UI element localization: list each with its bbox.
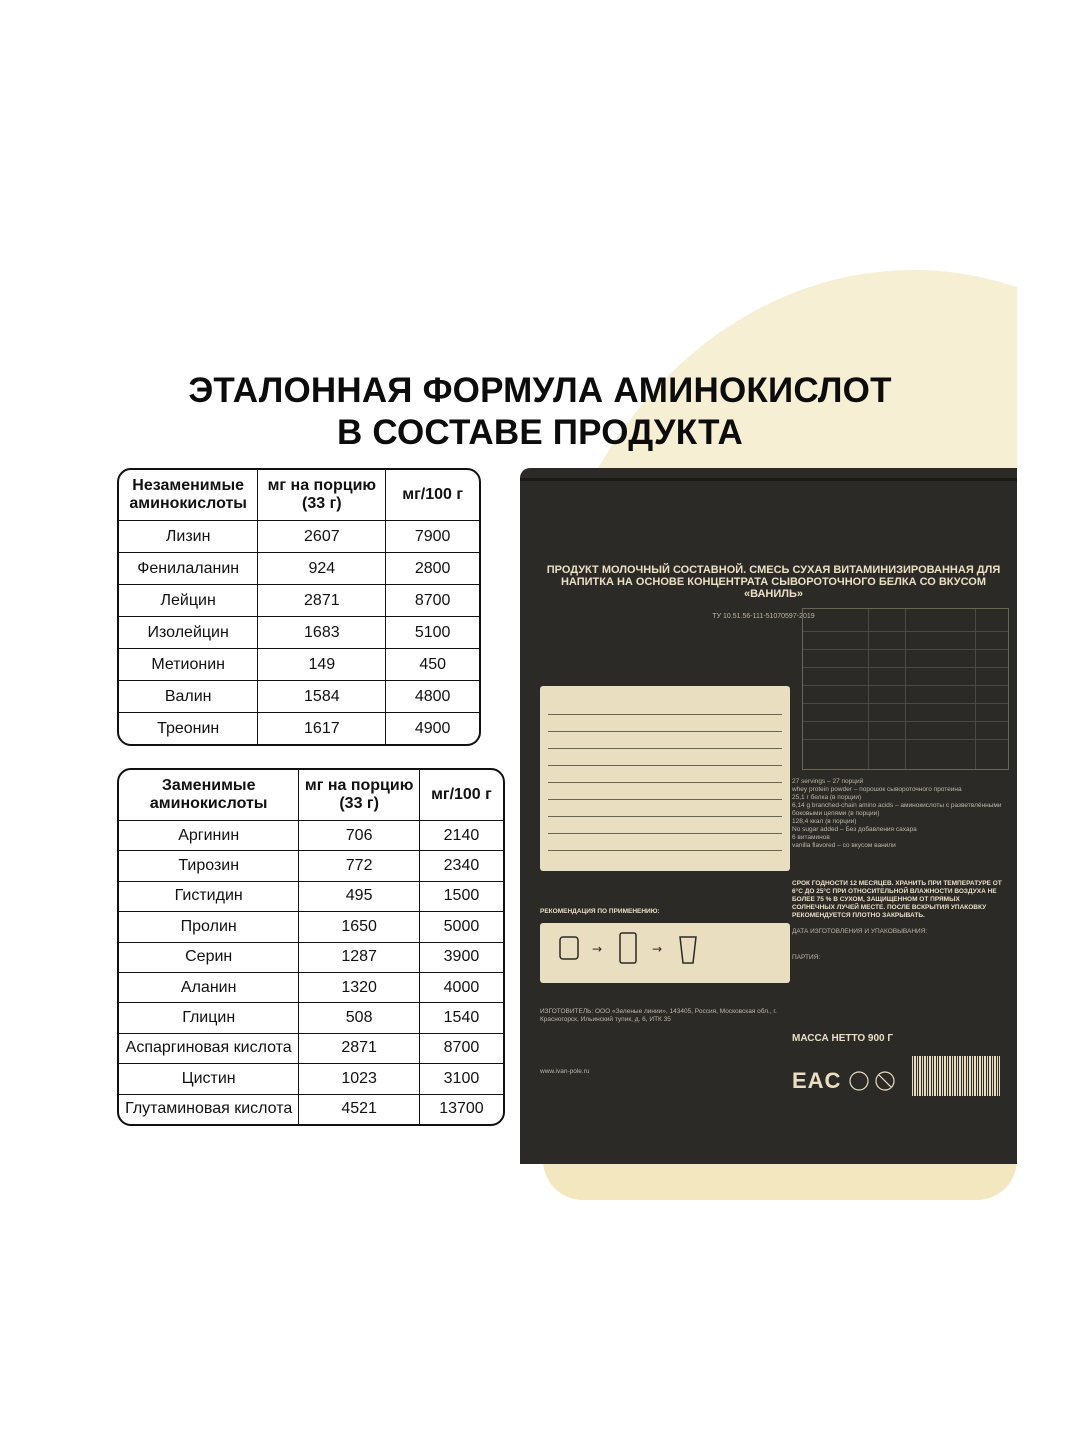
- nutrition-table-image: [540, 686, 790, 871]
- per-100g: 2140: [420, 821, 503, 851]
- per-100g: 7900: [386, 521, 479, 553]
- amino-name: Метионин: [119, 649, 258, 681]
- column-header: Заменимые аминокислоты: [119, 770, 299, 821]
- amino-name: Треонин: [119, 713, 258, 744]
- table-row: [119, 1003, 503, 1033]
- per-serving: 706: [299, 821, 420, 851]
- package-amino-table: [802, 608, 1009, 770]
- package-claims: 27 servings – 27 порций whey protein powder – порошок сывороточного протеина 25,1 г белка (в порции) 6,14 g branched-chain amino acids – аминокислоты с разветвлёнными боковыми цепями (в порции) 128,4 ккал (в порции) No sugar added – Без добавления сахара 6 витаминов vanilla flavored – со вкусом ванили: [792, 778, 1002, 849]
- table-header-row: [119, 770, 503, 821]
- table-row: [119, 585, 479, 617]
- per-serving: 1320: [299, 973, 420, 1003]
- amino-name: Аспаргиновая кислота: [119, 1034, 299, 1064]
- per-serving: 2871: [258, 585, 386, 617]
- table-header-row: [119, 470, 479, 521]
- amino-name: Глутаминовая кислота: [119, 1095, 299, 1124]
- per-serving: 772: [299, 851, 420, 881]
- column-header: мг на порцию (33 г): [258, 470, 386, 521]
- essential-amino-table: [117, 468, 481, 746]
- per-100g: 3900: [420, 943, 503, 973]
- barcode: [912, 1056, 1000, 1096]
- per-serving: 1650: [299, 912, 420, 942]
- per-100g: 450: [386, 649, 479, 681]
- per-100g: 5100: [386, 617, 479, 649]
- table-row: [119, 617, 479, 649]
- per-serving: 508: [299, 1003, 420, 1033]
- table-row: [119, 973, 503, 1003]
- per-serving: 1287: [299, 943, 420, 973]
- recycle-icon: [848, 1070, 898, 1092]
- amino-name: Пролин: [119, 912, 299, 942]
- package-heading: ПРОДУКТ МОЛОЧНЫЙ СОСТАВНОЙ. СМЕСЬ СУХАЯ ВИТАМИНИЗИРОВАННАЯ ДЛЯ НАПИТКА НА ОСНОВЕ КОНЦЕНТРАТА СЫВОРОТОЧНОГО БЕЛКА СО ВКУСОМ «ВАНИЛЬ»: [546, 564, 1001, 600]
- eac-mark: EAC: [792, 1068, 842, 1093]
- per-serving: 924: [258, 553, 386, 585]
- package-recommend-title: РЕКОМЕНДАЦИЯ ПО ПРИМЕНЕНИЮ:: [540, 908, 660, 915]
- per-serving: 495: [299, 882, 420, 912]
- per-serving: 1617: [258, 713, 386, 744]
- title-line-1: ЭТАЛОННАЯ ФОРМУЛА АМИНОКИСЛОТ: [188, 371, 892, 410]
- per-serving: 149: [258, 649, 386, 681]
- amino-name: Аланин: [119, 973, 299, 1003]
- column-header: мг на порцию (33 г): [299, 770, 420, 821]
- per-100g: 13700: [439, 1100, 484, 1118]
- table-row: [119, 943, 503, 973]
- per-100g: 2340: [420, 851, 503, 881]
- table-row: [119, 912, 503, 942]
- product-card: [63, 270, 1017, 1224]
- page-title: [63, 370, 1017, 454]
- amino-name: Лейцин: [119, 585, 258, 617]
- package-storage: СРОК ГОДНОСТИ 12 МЕСЯЦЕВ. ХРАНИТЬ ПРИ ТЕМПЕРАТУРЕ ОТ 6°С ДО 25°С ПРИ ОТНОСИТЕЛЬНОЙ ВЛАЖНОСТИ ВОЗДУХА НЕ БОЛЕЕ 75 % В СУХОМ, ЗАЩИЩЕННОМ ОТ ПРЯМЫХ СОЛНЕЧНЫХ ЛУЧЕЙ МЕСТЕ. ПОСЛЕ ВСКРЫТИЯ УПАКОВКУ РЕКОМЕНДУЕТСЯ ПЛОТНО ЗАКРЫВАТЬ.: [792, 880, 1002, 919]
- per-100g: 1540: [420, 1003, 503, 1033]
- column-header: Незаменимые аминокислоты: [119, 470, 258, 521]
- per-100g: 4000: [420, 973, 503, 1003]
- table-row: [119, 882, 503, 912]
- table-row: [119, 553, 479, 585]
- svg-text:→: →: [592, 942, 603, 956]
- table-row: [119, 649, 479, 681]
- preparation-icons: [540, 923, 790, 983]
- table-row: [119, 681, 479, 713]
- package-date: ДАТА ИЗГОТОВЛЕНИЯ И УПАКОВЫВАНИЯ:: [792, 928, 928, 935]
- amino-name: Тирозин: [119, 851, 299, 881]
- per-100g: 8700: [420, 1034, 503, 1064]
- amino-name: Гистидин: [119, 882, 299, 912]
- package-seal: [520, 478, 1017, 481]
- per-100g: 4900: [414, 719, 451, 737]
- table-row: [119, 1064, 503, 1094]
- amino-name: Фенилаланин: [119, 553, 258, 585]
- nonessential-amino-table: [117, 768, 505, 1126]
- per-100g: 5000: [420, 912, 503, 942]
- amino-name: Валин: [119, 681, 258, 713]
- package-mass: МАССА НЕТТО 900 Г: [792, 1033, 894, 1044]
- per-100g: 4800: [386, 681, 479, 713]
- amino-name: Цистин: [119, 1064, 299, 1094]
- preparation-steps: [540, 923, 790, 983]
- per-serving: 2607: [258, 521, 386, 553]
- amino-name: Аргинин: [119, 821, 299, 851]
- table-row: [119, 521, 479, 553]
- per-serving: 1683: [258, 617, 386, 649]
- table-row: [119, 1034, 503, 1064]
- table-row: [119, 1095, 503, 1124]
- column-header: мг/100 г: [386, 470, 479, 521]
- per-100g: 3100: [420, 1064, 503, 1094]
- package-manufacturer: ИЗГОТОВИТЕЛЬ: ООО «Зеленые линии», 143405, Россия, Московская обл., г. Красногорск, Ильинский тупик, д. 6, ИТК 35: [540, 1008, 777, 1023]
- per-100g: 2800: [386, 553, 479, 585]
- package-site: www.ivan-pole.ru: [540, 1068, 590, 1075]
- package-batch: ПАРТИЯ:: [792, 954, 821, 961]
- per-serving: 4521: [299, 1095, 420, 1124]
- per-100g: 1500: [420, 882, 503, 912]
- title-line-2: В СОСТАВЕ ПРОДУКТА: [336, 413, 744, 452]
- product-package: [520, 468, 1017, 1164]
- per-serving: 1584: [258, 681, 386, 713]
- amino-name: Лизин: [119, 521, 258, 553]
- column-header: мг/100 г: [420, 770, 503, 821]
- svg-text:→: →: [652, 942, 663, 956]
- per-100g: 8700: [386, 585, 479, 617]
- per-serving: 2871: [299, 1034, 420, 1064]
- table-row: [119, 821, 503, 851]
- package-tu: ТУ 10.51.56-111-51070597-2019: [712, 613, 815, 620]
- per-serving: 1023: [299, 1064, 420, 1094]
- table-row: [119, 851, 503, 881]
- amino-name: Изолейцин: [119, 617, 258, 649]
- amino-name: Глицин: [119, 1003, 299, 1033]
- amino-name: Серин: [119, 943, 299, 973]
- table-row: [119, 713, 479, 744]
